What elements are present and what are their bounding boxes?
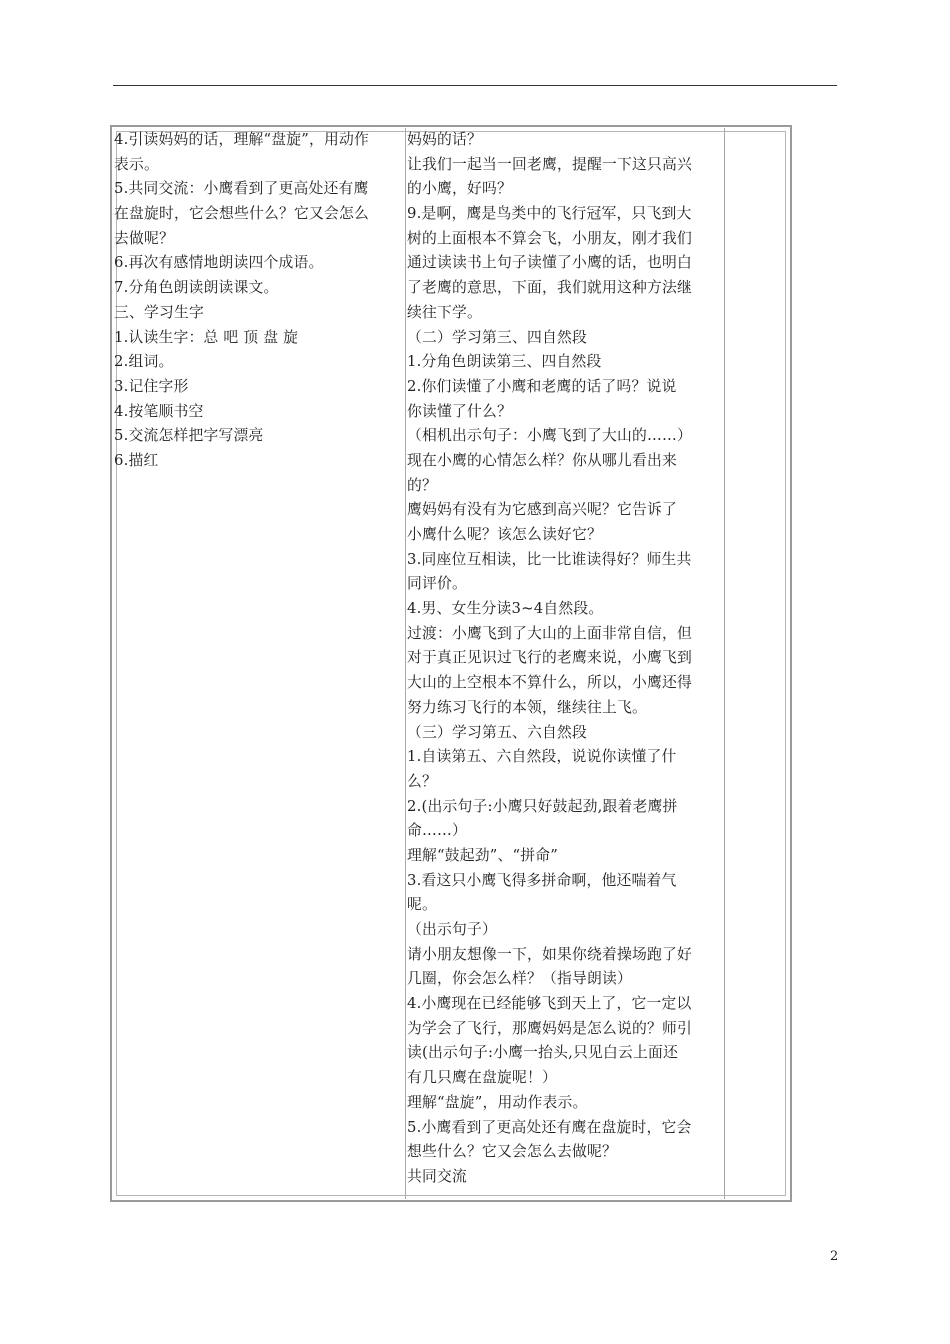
text-line: 几圈，你会怎么样？（指导朗读） xyxy=(407,970,632,988)
text-line: 9.是啊，鹰是鸟类中的飞行冠军，只飞到大 xyxy=(407,205,692,223)
text-line: （相机出示句子：小鹰飞到了大山的……） xyxy=(407,427,692,445)
text-line: 鹰妈妈有没有为它感到高兴呢？它告诉了 xyxy=(407,501,677,519)
text-line: 有几只鹰在盘旋呢！） xyxy=(407,1069,557,1087)
text-line: 么？ xyxy=(407,772,437,790)
text-line: 1.分角色朗读第三、四自然段 xyxy=(407,353,602,371)
text-line: 命……） xyxy=(407,822,467,840)
text-line: 5.共同交流：小鹰看到了更高处还有鹰 xyxy=(114,180,369,198)
text-line: 理解“鼓起劲”、“拼命” xyxy=(407,846,559,864)
text-line: 请小朋友想像一下，如果你绕着操场跑了好 xyxy=(407,945,692,963)
column-divider-1 xyxy=(405,128,406,1199)
text-line: 1.自读第五、六自然段，说说你读懂了什 xyxy=(407,748,677,766)
text-line: 想些什么？它又会怎么去做呢？ xyxy=(407,1143,617,1161)
text-line: 同评价。 xyxy=(407,575,467,593)
text-line: 4.按笔顺书空 xyxy=(114,402,204,420)
text-line: 了老鹰的意思，下面，我们就用这种方法继 xyxy=(407,279,692,297)
text-line: 理解“盘旋”，用动作表示。 xyxy=(407,1093,588,1111)
text-line: 7.分角色朗读朗读课文。 xyxy=(114,279,279,297)
text-line: （出示句子） xyxy=(407,921,497,938)
text-line: 4.引读妈妈的话，理解“盘旋”，用动作 xyxy=(114,131,370,148)
text-line: 对于真正见识过飞行的老鹰来说，小鹰飞到 xyxy=(407,649,692,667)
text-line: 4.男、女生分读3~4自然段。 xyxy=(407,600,604,618)
text-line: 6.再次有感情地朗读四个成语。 xyxy=(114,254,324,272)
page-number: 2 xyxy=(830,1249,839,1264)
text-line: 共同交流 xyxy=(407,1167,467,1185)
text-line: 5.交流怎样把字写漂亮 xyxy=(114,427,264,445)
text-line: 大山的上空根本不算什么，所以，小鹰还得 xyxy=(407,674,692,692)
text-line: 5.小鹰看到了更高处还有鹰在盘旋时，它会 xyxy=(407,1118,692,1136)
text-line: 3.同座位互相读，比一比谁读得好？师生共 xyxy=(407,550,692,568)
text-line: （三）学习第五、六自然段 xyxy=(407,723,587,741)
text-line: 为学会了飞行，那鹰妈妈是怎么说的？师引 xyxy=(407,1019,692,1037)
text-line: 读(出示句子:小鹰一抬头,只见白云上面还 xyxy=(407,1044,679,1062)
text-line: 3.看这只小鹰飞得多拼命啊，他还喘着气 xyxy=(407,871,677,889)
text-line: 4.小鹰现在已经能够飞到天上了，它一定以 xyxy=(407,995,692,1013)
text-line: 让我们一起当一回老鹰，提醒一下这只高兴 xyxy=(407,155,692,173)
text-line: 妈妈的话？ xyxy=(407,131,482,148)
text-line: 小鹰什么呢？该怎么读好它？ xyxy=(407,526,602,543)
column-divider-2 xyxy=(724,128,725,1199)
text-line: 表示。 xyxy=(114,155,159,173)
text-line: 过渡：小鹰飞到了大山的上面非常自信，但 xyxy=(407,624,692,642)
text-line: 通过读读书上句子读懂了小鹰的话，也明白 xyxy=(407,254,692,272)
text-line: 三、学习生字 xyxy=(114,303,204,321)
header-rule xyxy=(113,85,837,86)
text-line: 去做呢？ xyxy=(114,229,174,247)
text-line: 在盘旋时，它会想些什么？它又会怎么 xyxy=(114,205,369,223)
text-line: 续往下学。 xyxy=(407,303,482,321)
text-line: 你读懂了什么？ xyxy=(407,402,512,420)
text-line: 6.描红 xyxy=(114,451,159,469)
text-line: 的小鹰，好吗？ xyxy=(407,180,512,198)
right-column-text xyxy=(407,128,722,1190)
text-line: 树的上面根本不算会飞，小朋友，刚才我们 xyxy=(407,229,692,247)
text-line: 现在小鹰的心情怎么样？你从哪儿看出来 xyxy=(407,451,677,469)
text-line: 1.认读生字：总 吧 顶 盘 旋 xyxy=(114,328,299,346)
left-column-text xyxy=(114,128,404,474)
text-line: 努力练习飞行的本领，继续往上飞。 xyxy=(407,698,647,716)
text-line: 呢。 xyxy=(407,896,437,914)
text-line: 3.记住字形 xyxy=(114,377,189,395)
text-line: （二）学习第三、四自然段 xyxy=(407,328,587,346)
text-line: 2.你们读懂了小鹰和老鹰的话了吗？说说 xyxy=(407,377,677,395)
text-line: 的？ xyxy=(407,476,437,494)
text-line: 2.(出示句子:小鹰只好鼓起劲,跟着老鹰拼 xyxy=(407,797,678,815)
text-line: 2.组词。 xyxy=(114,353,174,371)
